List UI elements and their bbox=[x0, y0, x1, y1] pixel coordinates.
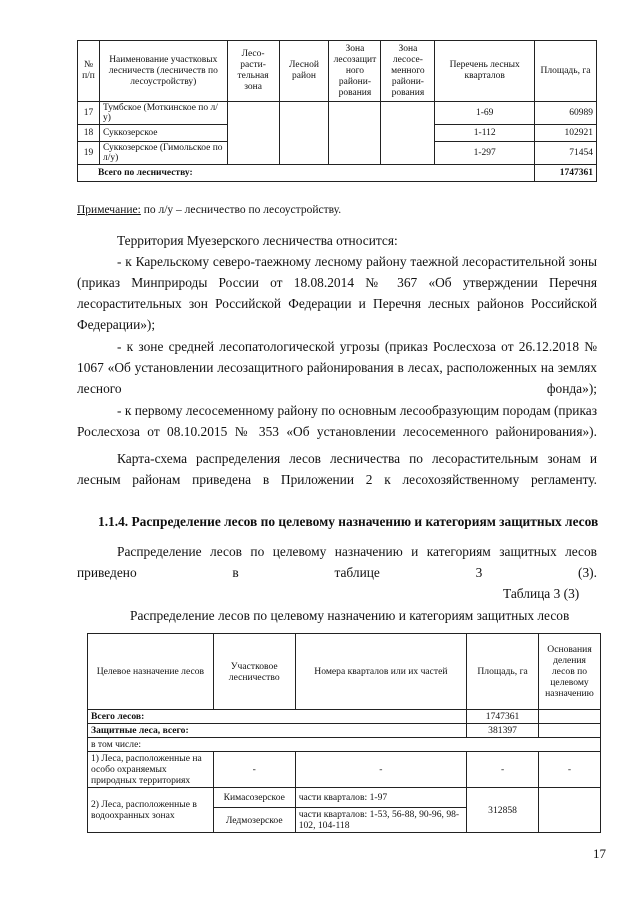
row-area: 102921 bbox=[535, 125, 597, 142]
col-header-area: Площадь, га bbox=[467, 634, 539, 710]
row-label: 2) Леса, расположенные в водоохранных зонах bbox=[88, 788, 214, 833]
table-row bbox=[88, 752, 601, 788]
table-title: Распределение лесов по целевому назначению и категориям защитных лесов bbox=[130, 608, 570, 623]
col-header-protection-zone: Зона лесозащит ного райони-рования bbox=[329, 41, 381, 102]
col-header-quarters: Перечень лесных кварталов bbox=[435, 41, 535, 102]
table-header-row bbox=[78, 41, 597, 102]
paragraph-zone: - к Карельскому северо-таежному лесному району таежной лесорастительной зоны (приказ Минприроды России от 18.08.2014 № 367 «Об утверждении Перечня лесорастительных зон Российской Федерации и Перечня лесных районов Российской Федерации»); bbox=[77, 254, 597, 332]
table-header-row bbox=[88, 634, 601, 710]
row-num: 18 bbox=[78, 125, 100, 142]
forestry-table bbox=[77, 40, 597, 182]
row-name: Суккозерское bbox=[99, 125, 227, 142]
row-name: Тумбское (Моткинское по л/у) bbox=[99, 102, 227, 125]
page-number: 17 bbox=[593, 846, 606, 861]
row-label: 1) Леса, расположенные на особо охраняемых природных территориях bbox=[88, 752, 214, 788]
table-row bbox=[78, 102, 597, 125]
table-row bbox=[88, 788, 601, 808]
row-num: 17 bbox=[78, 102, 100, 125]
table-total-row bbox=[78, 165, 597, 182]
col-header-purpose: Целевое назначение лесов bbox=[88, 634, 214, 710]
row-quarters: 1-112 bbox=[435, 125, 535, 142]
merged-cell bbox=[227, 102, 279, 165]
paragraph-seed: - к первому лесосеменному району по основным лесообразующим породам (приказ Рослесхоза от 08.10.2015 № 353 «Об установлении лесосеменного районирования»). bbox=[77, 403, 597, 439]
note bbox=[77, 200, 341, 221]
row-forestry: Ледмозерское bbox=[213, 808, 295, 833]
paragraph-map: Карта-схема распределения лесов лесничества по лесорастительным зонам и лесным районам приведена в Приложении 2 к лесохозяйственному регламенту. bbox=[77, 451, 597, 487]
col-header-area: Площадь, га bbox=[535, 41, 597, 102]
table-number: Таблица 3 (3) bbox=[503, 586, 580, 601]
section-heading: 1.1.4. Распределение лесов по целевому назначению и категориям защитных лесов bbox=[98, 514, 599, 529]
row-area: 71454 bbox=[535, 142, 597, 165]
merged-cell bbox=[329, 102, 381, 165]
total-value: 1747361 bbox=[467, 710, 539, 724]
row-quarters: 1-297 bbox=[435, 142, 535, 165]
dash: - bbox=[467, 752, 539, 788]
dash: - bbox=[213, 752, 295, 788]
paragraph-pathology: - к зоне средней лесопатологической угрозы (приказ Рослесхоза от 26.12.2018 № 1067 «Об установлении лесозащитного районирования в лесах, расположенных на землях лесного фонда»); bbox=[77, 339, 597, 396]
row-num: 19 bbox=[78, 142, 100, 165]
dash: - bbox=[539, 752, 601, 788]
note-label: Примечание: bbox=[77, 204, 141, 216]
empty-cell bbox=[539, 724, 601, 738]
table-row bbox=[88, 710, 601, 724]
empty-cell bbox=[539, 710, 601, 724]
table-row bbox=[88, 724, 601, 738]
paragraph-table-ref: Распределение лесов по целевому назначению и категориям защитных лесов приведено в таблице 3 (3). bbox=[77, 544, 597, 580]
empty-cell bbox=[539, 788, 601, 833]
protective-label: Защитные леса, всего: bbox=[88, 724, 467, 738]
col-header-forestry: Участковое лесничество bbox=[213, 634, 295, 710]
merged-cell bbox=[279, 102, 329, 165]
row-forestry: Кимасозерское bbox=[213, 788, 295, 808]
protective-value: 381397 bbox=[467, 724, 539, 738]
total-value: 1747361 bbox=[535, 165, 597, 182]
row-name: Суккозерское (Гимольское по л/у) bbox=[99, 142, 227, 165]
col-header-forest-region: Лесной район bbox=[279, 41, 329, 102]
merged-cell bbox=[381, 102, 435, 165]
total-label: Всего лесов: bbox=[88, 710, 467, 724]
row-quarters: части кварталов: 1-97 bbox=[295, 788, 466, 808]
dash: - bbox=[295, 752, 466, 788]
col-header-num: № п/п bbox=[78, 41, 100, 102]
col-header-name: Наименование участковых лесничеств (лесничеств по лесоустройству) bbox=[99, 41, 227, 102]
row-area: 312858 bbox=[467, 788, 539, 833]
total-label: Всего по лесничеству: bbox=[78, 165, 535, 182]
purpose-table bbox=[87, 633, 601, 833]
col-header-seed-zone: Зона лесосе-менного райони-рования bbox=[381, 41, 435, 102]
paragraph-intro: Территория Муезерского лесничества относится: bbox=[117, 233, 398, 248]
row-quarters: 1-69 bbox=[435, 102, 535, 125]
col-header-basis: Основания деления лесов по целевому назначению bbox=[539, 634, 601, 710]
col-header-quarters: Номера кварталов или их частей bbox=[295, 634, 466, 710]
row-area: 60989 bbox=[535, 102, 597, 125]
row-quarters: части кварталов: 1-53, 56-88, 90-96, 98-102, 104-118 bbox=[295, 808, 466, 833]
table-row bbox=[88, 738, 601, 752]
including-label: в том числе: bbox=[88, 738, 601, 752]
col-header-veg-zone: Лесо-расти-тельная зона bbox=[227, 41, 279, 102]
note-text: по л/у – лесничество по лесоустройству. bbox=[140, 204, 342, 216]
